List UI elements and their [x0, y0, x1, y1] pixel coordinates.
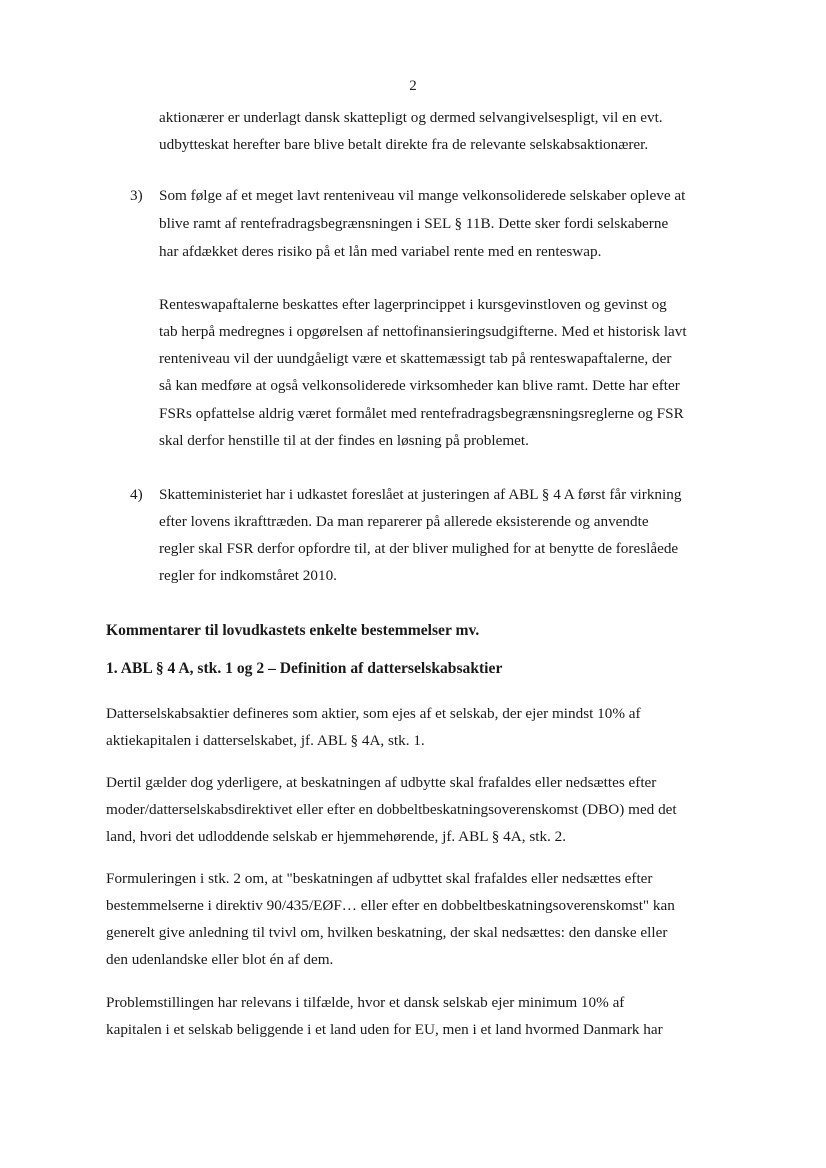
- list-item-paragraph-line: tab herpå medregnes i opgørelsen af nettofinansieringsudgifterne. Med et historisk lavt: [159, 323, 687, 340]
- list-item-line: efter lovens ikrafttræden. Da man reparerer på allerede eksisterende og anvendte: [159, 513, 649, 530]
- intro-line: udbytteskat herefter bare blive betalt direkte fra de relevante selskabsaktionærer.: [159, 136, 649, 153]
- paragraph-line: Dertil gælder dog yderligere, at beskatningen af udbytte skal frafaldes eller nedsættes efter: [106, 774, 657, 791]
- paragraph-line: Problemstillingen har relevans i tilfælde, hvor et dansk selskab ejer minimum 10% af: [106, 994, 625, 1011]
- list-item-line: regler skal FSR derfor opfordre til, at der bliver mulighed for at benytte de foreslåede: [159, 540, 679, 557]
- paragraph-line: land, hvori det udloddende selskab er hjemmehørende, jf. ABL § 4A, stk. 2.: [106, 828, 567, 845]
- paragraph-line: den udenlandske eller blot én af dem.: [106, 951, 334, 968]
- list-item-paragraph-line: skal derfor henstille til at der findes en løsning på problemet.: [159, 432, 529, 449]
- list-item-line: Som følge af et meget lavt renteniveau vil mange velkonsoliderede selskaber opleve at: [159, 187, 686, 204]
- paragraph-line: Datterselskabsaktier defineres som aktier, som ejes af et selskab, der ejer mindst 10% af: [106, 705, 641, 722]
- paragraph-line: generelt give anledning til tvivl om, hvilken beskatning, der skal nedsættes: den danske eller: [106, 924, 668, 941]
- list-item-line: regler for indkomståret 2010.: [159, 567, 337, 584]
- list-item-paragraph-line: renteniveau vil der uundgåeligt være et skattemæssigt tab på renteswapaftalerne, der: [159, 350, 672, 367]
- paragraph-line: bestemmelserne i direktiv 90/435/EØF… eller efter en dobbeltbeskatningsoverenskomst" kan: [106, 897, 675, 914]
- list-item-number: 4): [130, 486, 143, 503]
- list-item-paragraph-line: FSRs opfattelse aldrig været formålet med rentefradragsbegrænsningsreglerne og FSR: [159, 405, 684, 422]
- list-item-line: Skatteministeriet har i udkastet foreslået at justeringen af ABL § 4 A først får virkning: [159, 486, 682, 503]
- list-item-line: har afdækket deres risiko på et lån med variabel rente med en renteswap.: [159, 243, 602, 260]
- list-item-paragraph-line: så kan medføre at også velkonsoliderede virksomheder kan blive ramt. Dette har efter: [159, 377, 680, 394]
- paragraph-line: kapitalen i et selskab beliggende i et land uden for EU, men i et land hvormed Danmark har: [106, 1021, 663, 1038]
- subsection-heading: 1. ABL § 4 A, stk. 1 og 2 – Definition af datterselskabsaktier: [106, 660, 503, 677]
- page-number: 2: [409, 78, 417, 94]
- list-item-paragraph-line: Renteswapaftalerne beskattes efter lagerprincippet i kursgevinstloven og gevinst og: [159, 296, 667, 313]
- section-heading: Kommentarer til lovudkastets enkelte bestemmelser mv.: [106, 622, 480, 639]
- paragraph-line: moder/datterselskabsdirektivet eller efter en dobbeltbeskatningsoverenskomst (DBO) med det: [106, 801, 677, 818]
- list-item-number: 3): [130, 187, 143, 204]
- paragraph-line: aktiekapitalen i datterselskabet, jf. ABL § 4A, stk. 1.: [106, 732, 425, 749]
- list-item-line: blive ramt af rentefradragsbegrænsningen i SEL § 11B. Dette sker fordi selskaberne: [159, 215, 669, 232]
- paragraph-line: Formuleringen i stk. 2 om, at "beskatningen af udbyttet skal frafaldes eller nedsættes efter: [106, 870, 653, 887]
- intro-line: aktionærer er underlagt dansk skattepligt og dermed selvangivelsespligt, vil en evt.: [159, 109, 663, 126]
